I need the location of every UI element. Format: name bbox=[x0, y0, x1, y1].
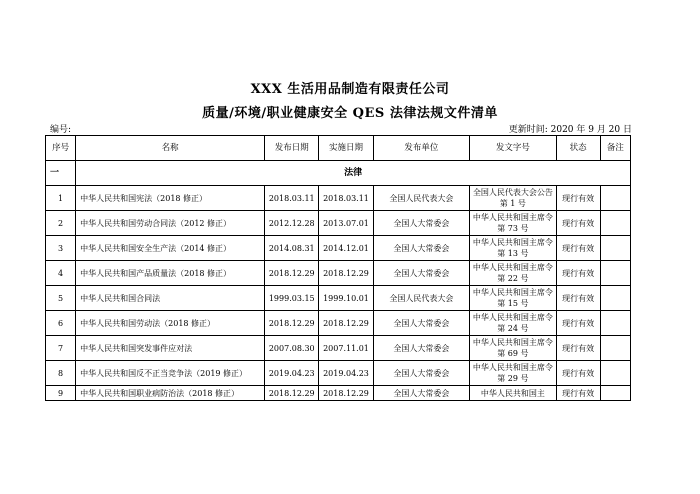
row-index: 5 bbox=[46, 286, 76, 311]
publish-date: 2012.12.28 bbox=[265, 211, 319, 236]
col-header-note: 备注 bbox=[600, 136, 630, 161]
col-header-publish-date: 发布日期 bbox=[265, 136, 319, 161]
table-row bbox=[46, 286, 631, 311]
table-row bbox=[46, 186, 631, 211]
col-header-effective-date: 实施日期 bbox=[319, 136, 373, 161]
effective-date: 2013.07.01 bbox=[319, 211, 373, 236]
status: 现行有效 bbox=[556, 336, 600, 361]
note bbox=[600, 236, 630, 261]
status: 现行有效 bbox=[556, 261, 600, 286]
issuer: 全国人大常委会 bbox=[373, 361, 469, 386]
table-row bbox=[46, 336, 631, 361]
publish-date: 2018.12.29 bbox=[265, 386, 319, 401]
effective-date: 2018.12.29 bbox=[319, 311, 373, 336]
publish-date: 2014.08.31 bbox=[265, 236, 319, 261]
issuer: 全国人大常委会 bbox=[373, 211, 469, 236]
section-row bbox=[46, 161, 631, 186]
effective-date: 2007.11.01 bbox=[319, 336, 373, 361]
section-label: 法律 bbox=[76, 161, 631, 186]
law-name: 中华人民共和国安全生产法（2014 修正） bbox=[76, 236, 265, 261]
law-name: 中华人民共和国反不正当竞争法（2019 修正） bbox=[76, 361, 265, 386]
row-index: 6 bbox=[46, 311, 76, 336]
document-number: 全国人民代表大会公告第 1 号 bbox=[470, 186, 556, 211]
section-index: 一 bbox=[46, 161, 76, 186]
publish-date: 2018.12.29 bbox=[265, 311, 319, 336]
status: 现行有效 bbox=[556, 211, 600, 236]
effective-date: 2018.12.29 bbox=[319, 261, 373, 286]
row-index: 9 bbox=[46, 386, 76, 401]
row-index: 4 bbox=[46, 261, 76, 286]
table-row bbox=[46, 361, 631, 386]
row-index: 1 bbox=[46, 186, 76, 211]
regulations-table bbox=[45, 135, 631, 401]
note bbox=[600, 311, 630, 336]
law-name: 中华人民共和国劳动合同法（2012 修正） bbox=[76, 211, 265, 236]
col-header-doc-number: 发文字号 bbox=[470, 136, 556, 161]
note bbox=[600, 361, 630, 386]
document-number: 中华人民共和国主席令第 22 号 bbox=[470, 261, 556, 286]
publish-date: 2007.08.30 bbox=[265, 336, 319, 361]
update-date: 更新时间: 2020 年 9 月 20 日 bbox=[508, 125, 632, 135]
effective-date: 2014.12.01 bbox=[319, 236, 373, 261]
issuer: 全国人大常委会 bbox=[373, 311, 469, 336]
issuer: 全国人大常委会 bbox=[373, 236, 469, 261]
document-number: 中华人民共和国主席令第 73 号 bbox=[470, 211, 556, 236]
publish-date: 2018.03.11 bbox=[265, 186, 319, 211]
row-index: 7 bbox=[46, 336, 76, 361]
note bbox=[600, 286, 630, 311]
document-number: 中华人民共和国主席令第 15 号 bbox=[470, 286, 556, 311]
note bbox=[600, 261, 630, 286]
note bbox=[600, 211, 630, 236]
status: 现行有效 bbox=[556, 186, 600, 211]
document-title: 质量/环境/职业健康安全 QES 法律法规文件清单 bbox=[202, 106, 498, 121]
header-row bbox=[46, 136, 631, 161]
law-name: 中华人民共和国突发事件应对法 bbox=[76, 336, 265, 361]
status: 现行有效 bbox=[556, 311, 600, 336]
publish-date: 2019.04.23 bbox=[265, 361, 319, 386]
note bbox=[600, 186, 630, 211]
law-name: 中华人民共和国合同法 bbox=[76, 286, 265, 311]
law-name: 中华人民共和国宪法（2018 修正） bbox=[76, 186, 265, 211]
col-header-status: 状态 bbox=[556, 136, 600, 161]
publish-date: 2018.12.29 bbox=[265, 261, 319, 286]
law-name: 中华人民共和国劳动法（2018 修正） bbox=[76, 311, 265, 336]
effective-date: 2018.12.29 bbox=[319, 386, 373, 401]
issuer: 全国人大常委会 bbox=[373, 261, 469, 286]
issuer: 全国人民代表大会 bbox=[373, 286, 469, 311]
publish-date: 1999.03.15 bbox=[265, 286, 319, 311]
document-number: 中华人民共和国主席令第 69 号 bbox=[470, 336, 556, 361]
table-row bbox=[46, 261, 631, 286]
col-header-issuer: 发布单位 bbox=[373, 136, 469, 161]
note bbox=[600, 386, 630, 401]
issuer: 全国人民代表大会 bbox=[373, 186, 469, 211]
document-number: 中华人民共和国主 bbox=[470, 386, 556, 401]
effective-date: 2018.03.11 bbox=[319, 186, 373, 211]
table-row bbox=[46, 211, 631, 236]
document-number: 中华人民共和国主席令第 13 号 bbox=[470, 236, 556, 261]
status: 现行有效 bbox=[556, 361, 600, 386]
company-name: XXX 生活用品制造有限责任公司 bbox=[250, 82, 450, 97]
effective-date: 1999.10.01 bbox=[319, 286, 373, 311]
document-number: 中华人民共和国主席令第 29 号 bbox=[470, 361, 556, 386]
effective-date: 2019.04.23 bbox=[319, 361, 373, 386]
status: 现行有效 bbox=[556, 236, 600, 261]
table-row bbox=[46, 236, 631, 261]
status: 现行有效 bbox=[556, 386, 600, 401]
col-header-name: 名称 bbox=[76, 136, 265, 161]
row-index: 3 bbox=[46, 236, 76, 261]
issuer: 全国人大常委会 bbox=[373, 386, 469, 401]
issuer: 全国人大常委会 bbox=[373, 336, 469, 361]
table-row bbox=[46, 386, 631, 401]
law-name: 中华人民共和国产品质量法（2018 修正） bbox=[76, 261, 265, 286]
law-name: 中华人民共和国职业病防治法（2018 修正） bbox=[76, 386, 265, 401]
note bbox=[600, 336, 630, 361]
col-header-index: 序号 bbox=[46, 136, 76, 161]
status: 现行有效 bbox=[556, 286, 600, 311]
document-number: 中华人民共和国主席令第 24 号 bbox=[470, 311, 556, 336]
serial-number-label: 编号: bbox=[50, 125, 72, 135]
table-row bbox=[46, 311, 631, 336]
row-index: 2 bbox=[46, 211, 76, 236]
row-index: 8 bbox=[46, 361, 76, 386]
